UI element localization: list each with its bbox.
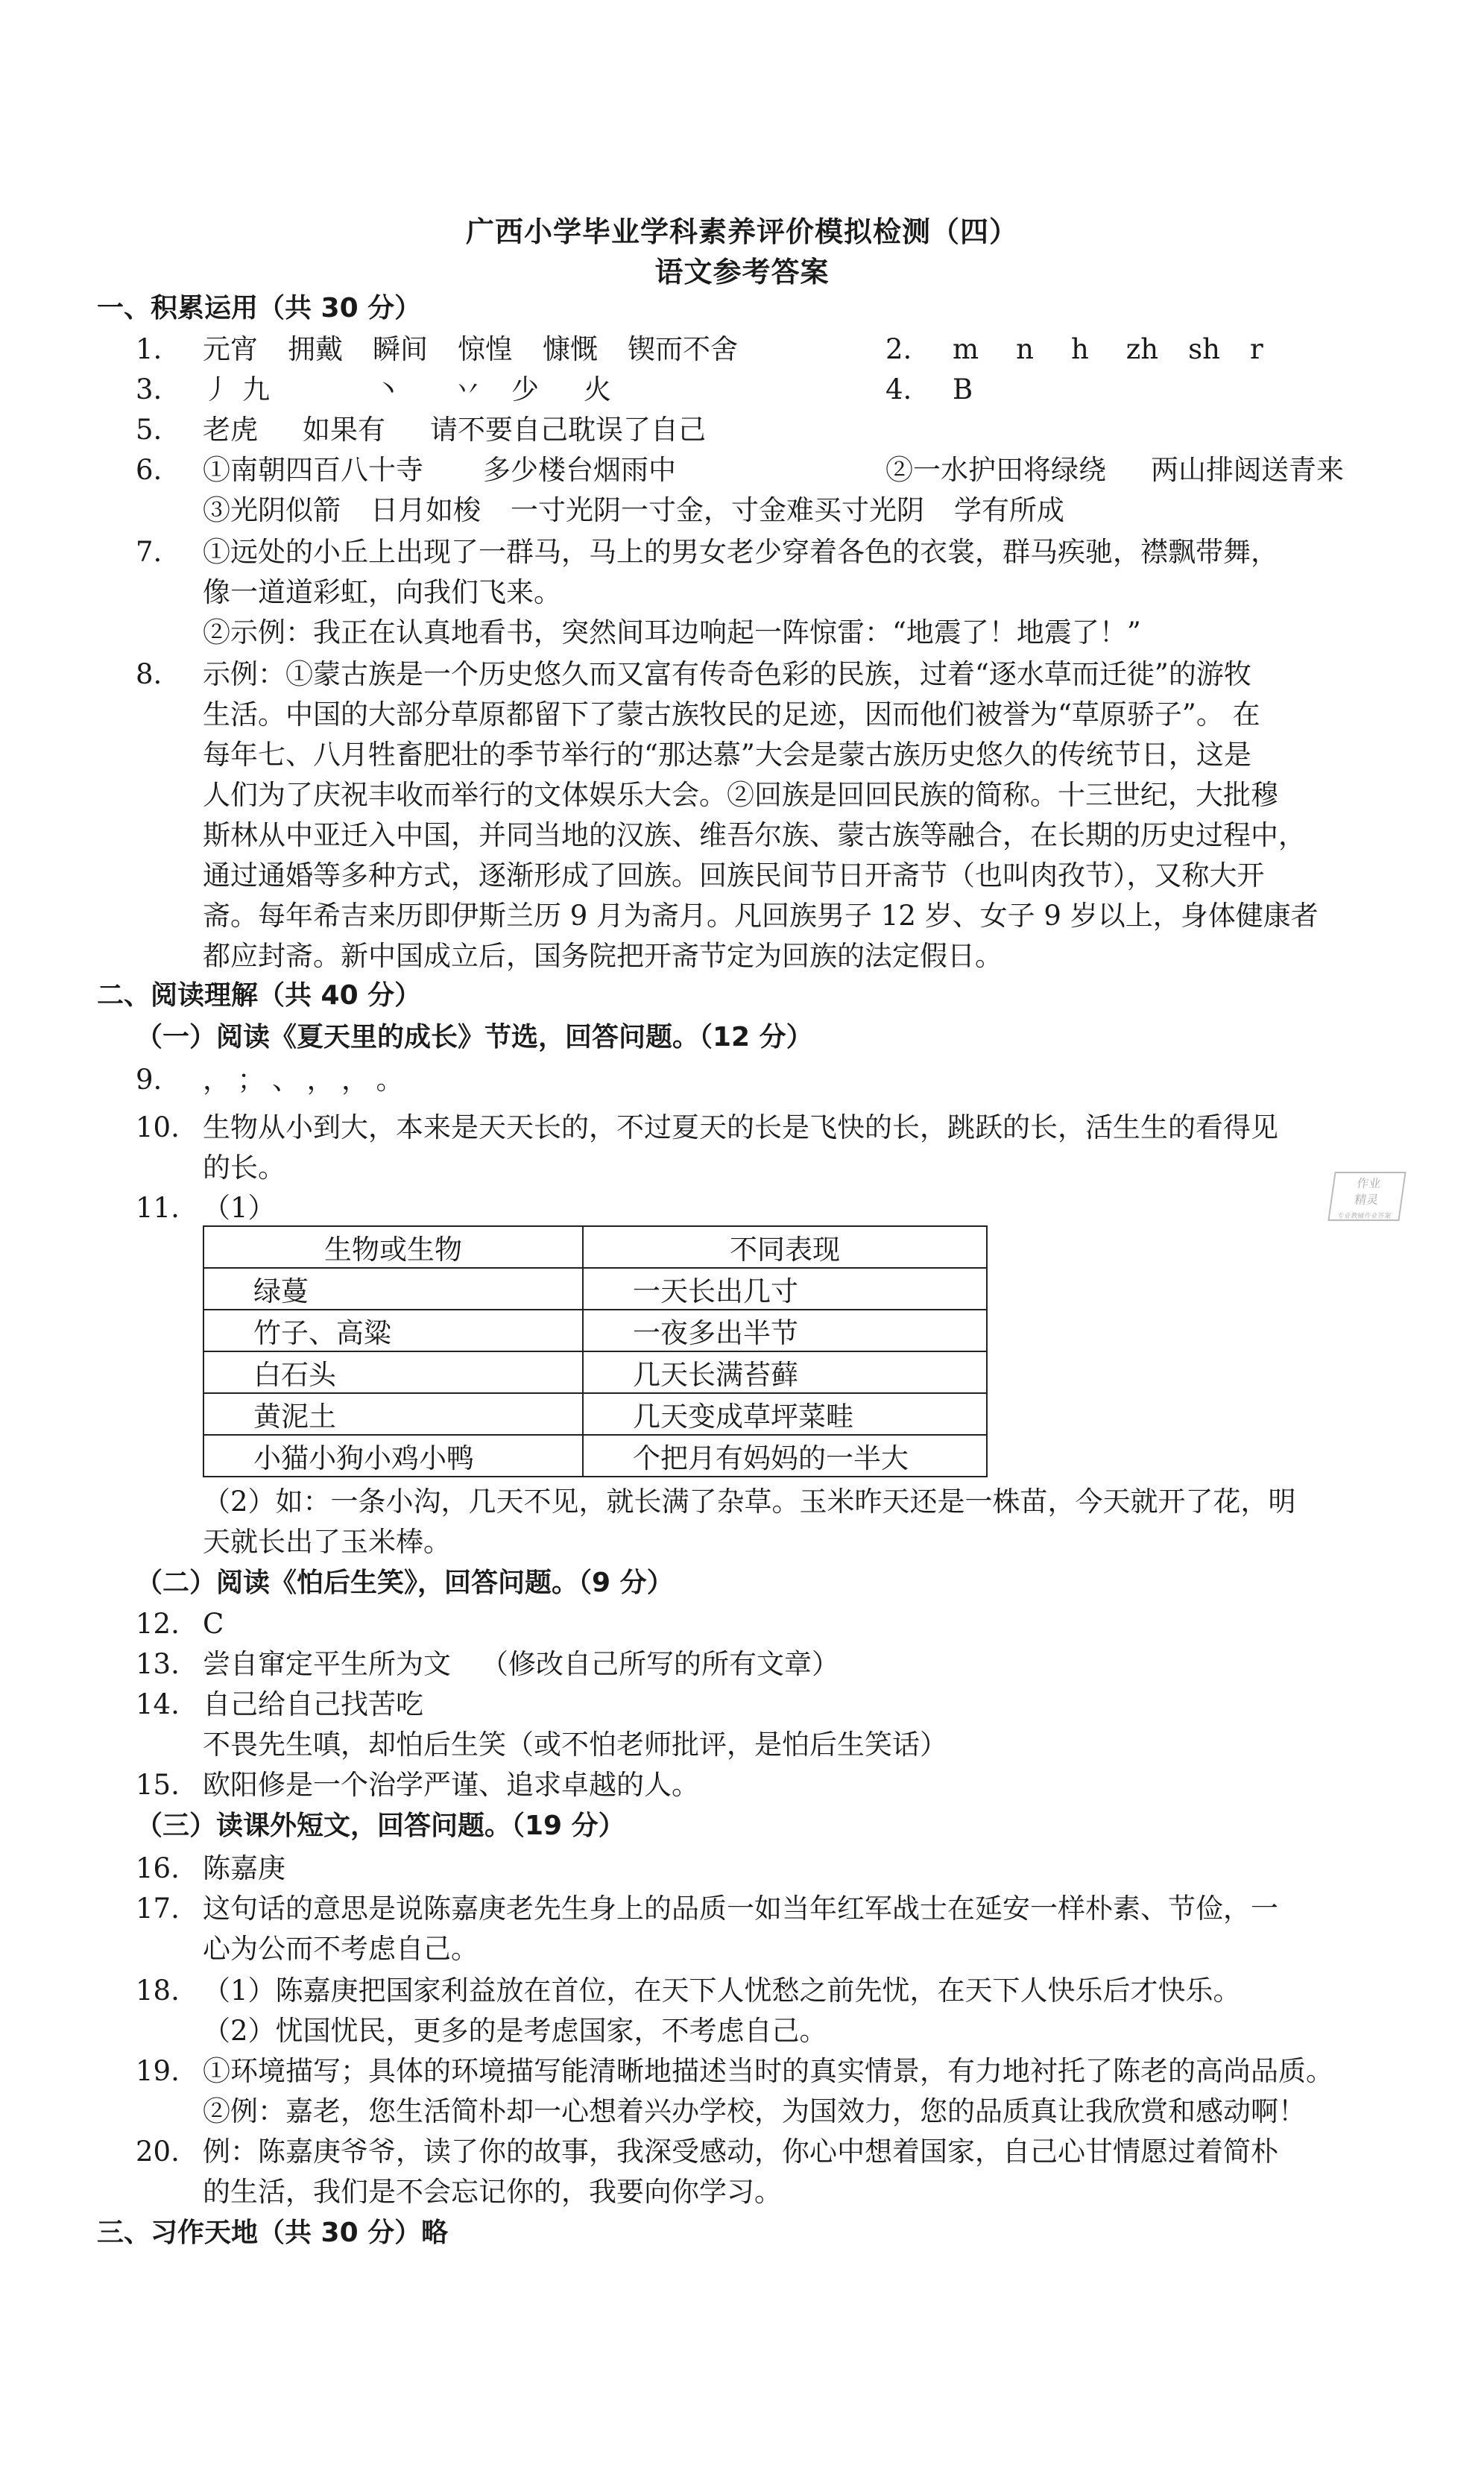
q9-number: 9.	[136, 1064, 162, 1096]
table-cell: 小猫小狗小鸡小鸭	[203, 1435, 583, 1477]
q20-answer-line1: 20. 例：陈嘉庚爷爷，读了你的故事，我深受感动，你心中想着国家，自己心甘情愿过着简朴	[136, 2136, 1278, 2168]
q18-answer-line1: 18. （1）陈嘉庚把国家利益放在首位，在天下人忧愁之前先忧，在天下人快乐后才快乐。	[136, 1975, 1241, 2007]
subsection-3-heading: （三）读课外短文，回答问题。（19 分）	[136, 1811, 625, 1841]
q18-number: 18.	[136, 1975, 180, 2007]
table-header-cell: 不同表现	[583, 1226, 987, 1268]
section-2-heading: 二、阅读理解（共 40 分）	[97, 980, 422, 1011]
q15-number: 15.	[136, 1769, 180, 1801]
table-cell: 几天长满苔藓	[583, 1351, 987, 1393]
q16-number: 16.	[136, 1852, 180, 1884]
q12-number: 12.	[136, 1608, 180, 1640]
q18-answer-line2: （2）忧国忧民，更多的是考虑国家，不考虑自己。	[203, 2015, 827, 2047]
q11-number: 11.	[136, 1192, 180, 1224]
q6-answer-line2: ③光阴似箭 日月如梭 一寸光阴一寸金，寸金难买寸光阴 学有所成	[203, 494, 1064, 526]
table-header-row	[203, 1226, 987, 1268]
q8-answer-line2: 生活。中国的大部分草原都留下了蒙古族牧民的足迹，因而他们被誉为“草原骄子”。 在	[203, 698, 1260, 730]
q3-number: 3.	[136, 373, 162, 405]
table-cell: 绿蔓	[203, 1268, 583, 1310]
subsection-2-heading: （二）阅读《怕后生笑》，回答问题。（9 分）	[136, 1568, 674, 1598]
table-row	[203, 1310, 987, 1351]
section-1-heading: 一、积累运用（共 30 分）	[97, 293, 422, 323]
q7-answer-line2: 像一道道彩虹，向我们飞来。	[203, 576, 561, 608]
watermark-stamp: 作业 精灵 专业教辅作业答案	[1327, 1172, 1406, 1221]
table-row	[203, 1351, 987, 1393]
table-cell: 黄泥土	[203, 1393, 583, 1435]
page-subtitle: 语文参考答案	[654, 255, 830, 288]
q13-answer: 13. 尝自窜定平生所为文 （修改自己所写的所有文章）	[136, 1648, 839, 1680]
q20-number: 20.	[136, 2136, 180, 2168]
table-cell: 个把月有妈妈的一半大	[583, 1435, 987, 1477]
q2-answer: 2. m n h zh sh r	[885, 333, 1263, 365]
q14-number: 14.	[136, 1688, 180, 1720]
table-row	[203, 1393, 987, 1435]
q8-number: 8.	[136, 658, 162, 690]
q11-part2-line2: 天就长出了玉米棒。	[203, 1526, 451, 1558]
q11-part2-line1: （2）如：一条小沟，几天不见，就长满了杂草。玉米昨天还是一株苗，今天就开了花，明	[203, 1486, 1296, 1518]
q10-answer-line2: 的长。	[203, 1152, 285, 1184]
q17-answer-line2: 心为公而不考虑自己。	[203, 1933, 479, 1965]
section-3-heading: 三、习作天地（共 30 分）略	[97, 2218, 449, 2248]
q11-table	[203, 1225, 988, 1477]
q7-answer-line1: 7. ①远处的小丘上出现了一群马，马上的男女老少穿着各色的衣裳，群马疾驰，襟飘带舞，	[136, 536, 1278, 568]
q3-answer: 3. 丿 九 丶 丷 少 火	[136, 373, 611, 405]
q19-answer-line1: 19. ①环境描写；具体的环境描写能清晰地描述当时的真实情景，有力地衬托了陈老的高尚品质。	[136, 2055, 1333, 2087]
q4-number: 4.	[885, 373, 912, 405]
q8-answer-line1: 8. 示例：①蒙古族是一个历史悠久而又富有传奇色彩的民族，过着“逐水草而迁徙”的游牧	[136, 658, 1251, 690]
table-cell: 几天变成草坪菜畦	[583, 1393, 987, 1435]
q1-number: 1.	[136, 333, 162, 365]
table-cell: 一夜多出半节	[583, 1310, 987, 1351]
q8-answer-line8: 都应封斋。新中国成立后，国务院把开斋节定为回族的法定假日。	[203, 940, 1003, 972]
table-cell: 一天长出几寸	[583, 1268, 987, 1310]
subsection-1-heading: （一）阅读《夏天里的成长》节选，回答问题。（12 分）	[136, 1022, 813, 1052]
q6-answer-line1-right: ②一水护田将绿绕 两山排闼送青来	[885, 454, 1344, 486]
q19-answer-line2: ②例：嘉老，您生活简朴却一心想着兴办学校，为国效力，您的品质真让我欣赏和感动啊！	[203, 2095, 1306, 2127]
q16-answer: 16. 陈嘉庚	[136, 1852, 285, 1884]
q7-answer-line3: ②示例：我正在认真地看书，突然间耳边响起一阵惊雷：“地震了！地震了！”	[203, 616, 1141, 648]
q6-answer-line1: 6. ①南朝四百八十寺 多少楼台烟雨中	[136, 454, 676, 486]
q8-answer-line4: 人们为了庆祝丰收而举行的文体娱乐大会。②回族是回回民族的简称。十三世纪，大批穆	[203, 779, 1278, 811]
q14-answer-line2: 不畏先生嗔，却怕后生笑（或不怕老师批评，是怕后生笑话）	[203, 1729, 947, 1761]
table-row	[203, 1435, 987, 1477]
table-header-cell: 生物或生物	[203, 1226, 583, 1268]
q4-answer: 4. B	[885, 373, 973, 405]
q8-answer-line6: 通过通婚等多种方式，逐渐形成了回族。回族民间节日开斋节（也叫肉孜节），又称大开	[203, 859, 1265, 891]
q15-answer: 15. 欧阳修是一个治学严谨、追求卓越的人。	[136, 1769, 699, 1801]
page-title: 广西小学毕业学科素养评价模拟检测（四）	[465, 215, 1018, 248]
table-cell: 白石头	[203, 1351, 583, 1393]
q6-number: 6.	[136, 454, 162, 486]
table-cell: 竹子、高粱	[203, 1310, 583, 1351]
q5-answer: 5. 老虎 如果有 请不要自己耽误了自己	[136, 414, 706, 446]
q19-number: 19.	[136, 2055, 180, 2087]
q20-answer-line2: 的生活，我们是不会忘记你的，我要向你学习。	[203, 2176, 782, 2208]
q10-number: 10.	[136, 1111, 180, 1143]
q9-answer: 9. ，；、，，。	[136, 1064, 425, 1096]
q12-answer: 12. C	[136, 1608, 224, 1640]
q13-number: 13.	[136, 1648, 180, 1680]
table-row	[203, 1268, 987, 1310]
q17-number: 17.	[136, 1893, 180, 1925]
q1-answer: 1. 元宵 拥戴 瞬间 惊惶 慷慨 锲而不舍	[136, 333, 738, 365]
q17-answer-line1: 17. 这句话的意思是说陈嘉庚老先生身上的品质一如当年红军战士在延安一样朴素、节俭，一	[136, 1893, 1278, 1925]
q11-part1: 11. （1）	[136, 1192, 276, 1224]
q10-answer-line1: 10. 生物从小到大，本来是天天长的，不过夏天的长是飞快的长，跳跃的长，活生生的看得见	[136, 1111, 1278, 1143]
q8-answer-line3: 每年七、八月牲畜肥壮的季节举行的“那达慕”大会是蒙古族历史悠久的传统节日，这是	[203, 739, 1251, 771]
q8-answer-line5: 斯林从中亚迁入中国，并同当地的汉族、维吾尔族、蒙古族等融合，在长期的历史过程中，	[203, 819, 1306, 851]
q2-number: 2.	[885, 333, 912, 365]
q8-answer-line7: 斋。每年希吉来历即伊斯兰历 9 月为斋月。凡回族男子 12 岁、女子 9 岁以上，身体健康者	[203, 900, 1319, 932]
q7-number: 7.	[136, 536, 162, 568]
q14-answer-line1: 14. 自己给自己找苦吃	[136, 1688, 423, 1720]
q5-number: 5.	[136, 414, 162, 446]
